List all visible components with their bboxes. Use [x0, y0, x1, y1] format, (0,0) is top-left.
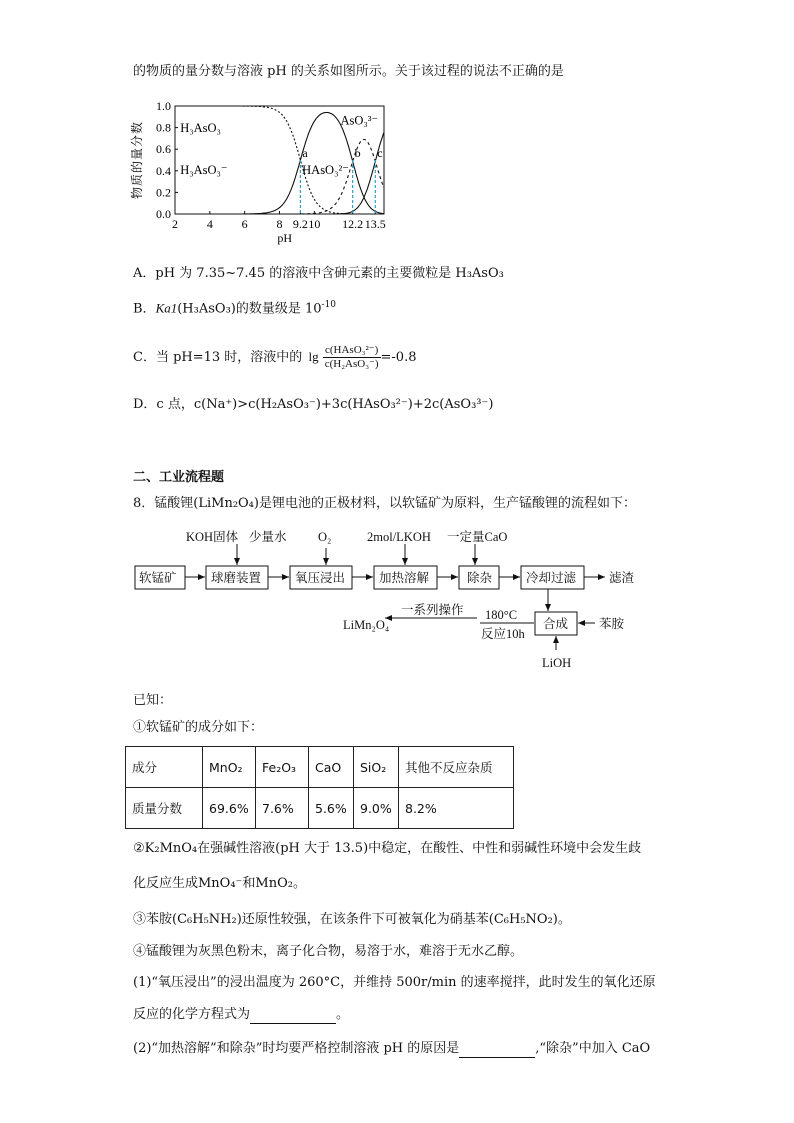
x-tick-label: 9.2	[292, 217, 308, 231]
flow-box-purify: 除杂	[467, 571, 493, 585]
table-cell: 成分	[126, 747, 203, 788]
table-cell: 8.2%	[399, 788, 514, 829]
flow-box-synthesis: 合成	[543, 617, 569, 631]
flow-product: LiMn₂O₄	[343, 618, 390, 632]
table-cell: 69.6%	[203, 788, 256, 829]
section-title: 二、工业流程题	[133, 470, 225, 485]
x-axis-label: pH	[277, 231, 293, 245]
distribution-chart	[128, 96, 398, 248]
flow-temp: 180°C	[485, 608, 518, 622]
q2-line1: (2)“加热溶解”和除杂”时均要严格控制溶液 pH 的原因是 ,“除杂”中加入 CaO	[133, 1041, 651, 1056]
table-cell: SiO₂	[354, 747, 399, 788]
point-label-b: b	[354, 146, 361, 160]
flow-label-koh: KOH固体	[186, 530, 239, 544]
c-denominator: c(H₂AsO₃⁻)	[324, 358, 379, 371]
ore-composition-table	[125, 746, 514, 829]
point-label-a: a	[302, 146, 308, 160]
y-tick-label: 1.0	[156, 99, 171, 113]
q8-stem: 8．锰酸锂(LiMn₂O₄)是锂电池的正极材料，以软锰矿为原料，生产锰酸锂的流程如下：	[133, 496, 636, 511]
y-tick-label: 0.8	[156, 120, 171, 135]
y-axis-label: 物质的量分数	[130, 120, 144, 200]
point-label-c: c	[377, 146, 383, 160]
option-b: B．Ka1(H₃AsO₃)的数量级是 $10^{-10}$	[133, 300, 337, 317]
answer-blank	[250, 1007, 336, 1024]
flow-box-cool-filter: 冷却过滤	[526, 571, 577, 585]
ka-symbol: Ka1	[155, 300, 178, 316]
label-h3aso3: H₃AsO₃	[180, 120, 221, 135]
flow-box-ore: 软锰矿	[139, 571, 177, 585]
known-3: ③苯胺(C₆H₅NH₂)还原性较强，在该条件下可被氧化为硝基苯(C₆H₅NO₂)。	[133, 912, 571, 927]
flow-label-water: 少量水	[249, 530, 287, 544]
label-haso3: HAsO₃²⁻	[302, 163, 349, 178]
q1-line2: 反应的化学方程式为 。	[133, 1007, 350, 1022]
process-flow-diagram	[125, 522, 685, 680]
x-tick-label: 2	[172, 217, 178, 231]
table-cell: 7.6%	[256, 788, 309, 829]
known-label: 已知：	[133, 693, 173, 708]
y-tick-label: 0.4	[156, 163, 171, 178]
flow-box-dissolve: 加热溶解	[379, 571, 430, 585]
x-tick-label: 12.2	[342, 217, 364, 231]
option-d: D．c 点，c(Na⁺)>c(H₂AsO₃⁻)+3c(HAsO₃²⁻)+2c(AsO₃³⁻)	[133, 397, 494, 412]
known-4: ④锰酸锂为灰黑色粉末，离子化合物，易溶于水，难溶于无水乙醇。	[133, 944, 524, 959]
table-cell: 质量分数	[126, 788, 203, 829]
y-tick-label: 0.2	[156, 185, 171, 200]
known-2a: ②K₂MnO₄在强碱性溶液(pH 大于 13.5)中稳定，在酸性、中性和弱碱性环境中会发生歧	[133, 841, 642, 856]
flow-box-ballmill: 球磨装置	[211, 571, 262, 585]
flow-label-koh-conc: 2mol/LKOH	[367, 530, 431, 544]
flow-time: 反应10h	[481, 627, 525, 641]
option-a: A．pH 为 7.35~7.45 的溶液中含砷元素的主要微粒是 H₃AsO₃	[133, 266, 504, 281]
flow-ops: 一系列操作	[401, 603, 464, 617]
x-tick-label: 10	[308, 217, 321, 231]
known-2b: 化反应生成MnO₄⁻和MnO₂。	[133, 876, 306, 891]
intro-line: 的物质的量分数与溶液 pH 的关系如图所示。关于该过程的说法不正确的是	[133, 64, 564, 79]
c-numerator: c(HAsO₃²⁻)	[323, 344, 381, 358]
answer-blank	[459, 1041, 535, 1058]
flow-aniline: 苯胺	[599, 617, 625, 631]
y-tick-label: 0.6	[156, 142, 171, 157]
known-1: ①软锰矿的成分如下：	[133, 720, 264, 735]
table-cell: 5.6%	[309, 788, 354, 829]
flow-label-o2: O₂	[318, 530, 332, 544]
table-cell: CaO	[309, 747, 354, 788]
flow-residue: 滤渣	[609, 571, 635, 585]
x-tick-label: 13.5	[364, 217, 386, 231]
label-h2aso3: H₃AsO₃⁻	[180, 163, 228, 178]
flow-label-cao: 一定量CaO	[447, 530, 508, 544]
x-tick-label: 4	[206, 217, 213, 231]
q1-line1: (1)“氧压浸出”的浸出温度为 260°C，并维持 500r/min 的速率搅拌，此时发生的氧化还原	[133, 975, 656, 990]
label-aso3: AsO₃³⁻	[340, 113, 379, 128]
flow-box-leach: 氧压浸出	[295, 571, 346, 585]
x-tick-label: 6	[241, 217, 248, 231]
table-row	[126, 788, 514, 829]
option-c: C．当 pH=13 时，溶液中的 lg c(HAsO₃²⁻) c(H₂AsO₃⁻) =-0.8	[133, 344, 417, 371]
x-tick-label: 8	[276, 217, 283, 231]
table-cell: 其他不反应杂质	[399, 747, 514, 788]
table-cell: Fe₂O₃	[256, 747, 309, 788]
table-cell: MnO₂	[203, 747, 256, 788]
y-tick-label: 0.0	[156, 207, 171, 221]
table-header-row	[126, 747, 514, 788]
table-cell: 9.0%	[354, 788, 399, 829]
flow-lioh: LiOH	[542, 656, 572, 670]
